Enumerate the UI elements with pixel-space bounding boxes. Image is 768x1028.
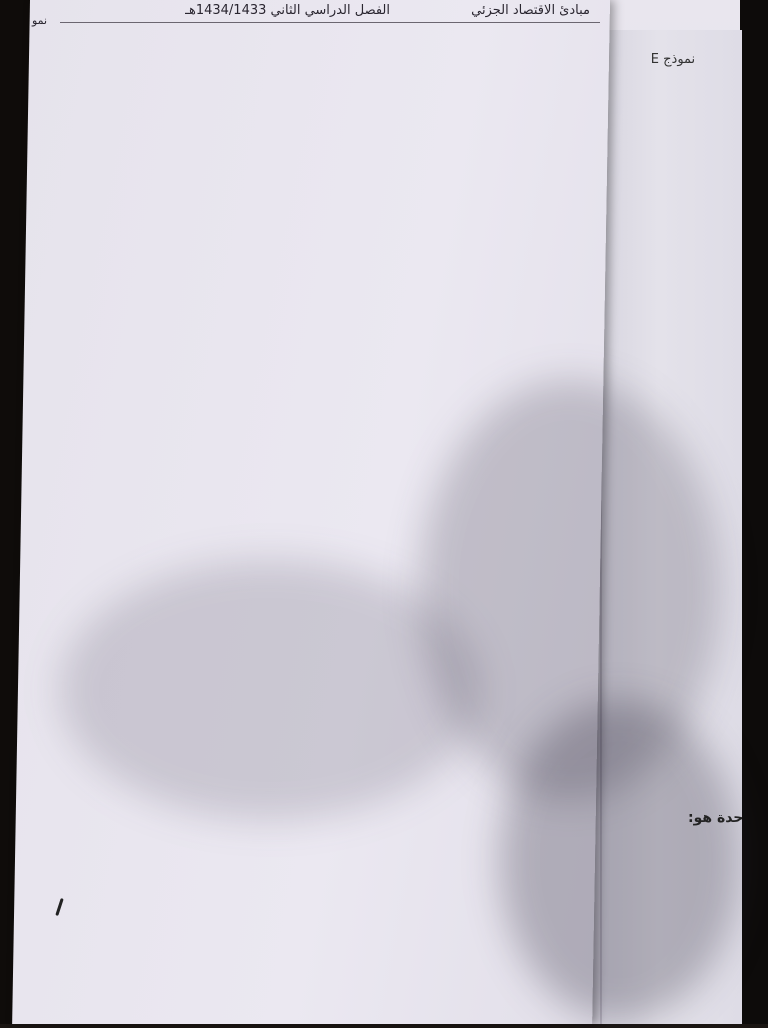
semester-label: الفصل الدراسي الثاني 1434/1433هـ: [185, 3, 390, 18]
hand-shadow: [500, 700, 740, 1020]
model-fragment: نمو: [32, 14, 48, 27]
model-label: نموذج E: [650, 52, 696, 67]
hand-shadow: [60, 560, 480, 820]
page-header: [32, 0, 600, 27]
course-title: مبادئ الاقتصاد الجزئي: [471, 3, 590, 18]
right-page-fragment: حدة هو:: [688, 810, 744, 826]
right-dark-edge: [740, 0, 768, 1024]
